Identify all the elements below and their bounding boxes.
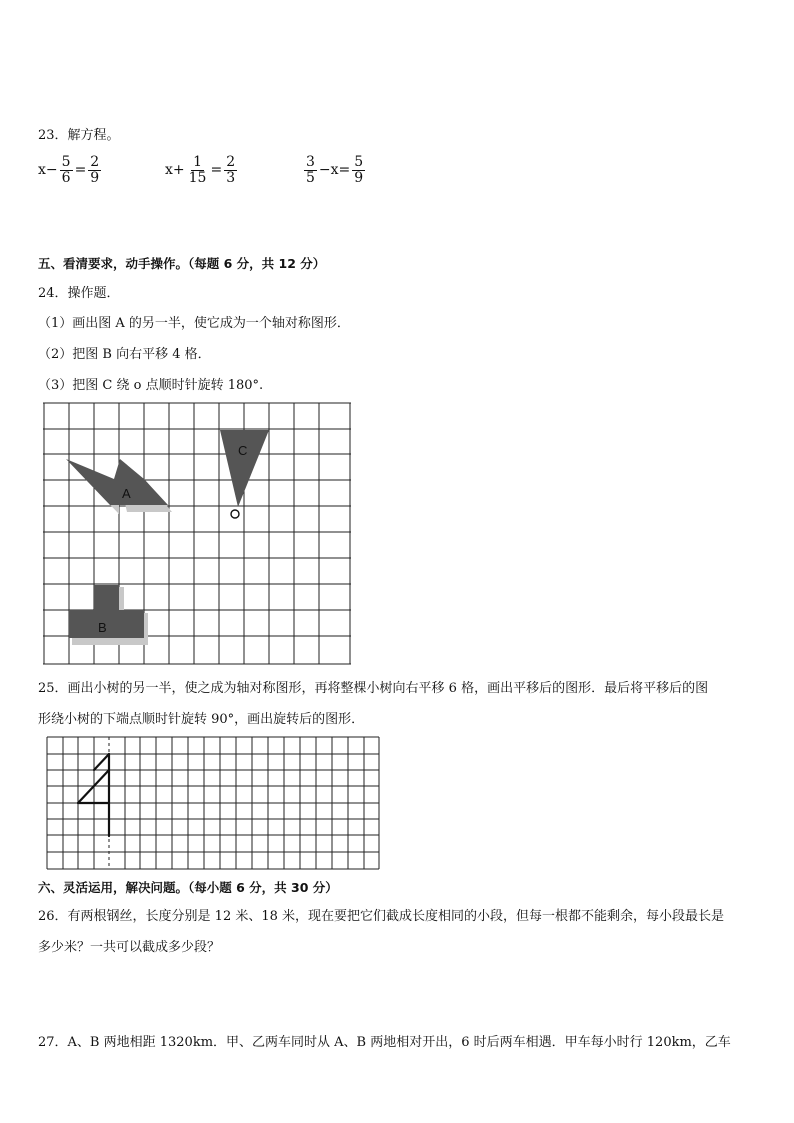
shape-a (66, 459, 168, 505)
eq3-middle: −x= (318, 162, 351, 178)
point-o (231, 510, 239, 518)
eq1-fraction-right (88, 155, 101, 186)
eq2-num1: 1 (193, 153, 203, 170)
shape-c-label: C (238, 443, 248, 458)
eq3-den2: 9 (354, 169, 364, 186)
eq3-num1: 3 (306, 153, 315, 170)
eq3-fraction-right (352, 155, 365, 186)
q26-line-1: 26．有两根钢丝，长度分别是 12 米、18 米，现在要把它们截成长度相同的小段，但每一根都不能剩余，每小段最长是 (38, 909, 725, 924)
eq2-fraction-left (187, 155, 209, 186)
eq1-den2: 9 (90, 169, 100, 186)
eq3-fraction-left (304, 155, 317, 186)
eq2-den1: 15 (188, 169, 207, 186)
section-6-heading: 六、灵活运用，解决问题。（每小题 6 分，共 30 分） (38, 880, 338, 895)
equation-2 (165, 150, 239, 190)
equation-1 (38, 150, 103, 190)
eq2-prefix: x+ (165, 162, 185, 178)
eq1-num2: 2 (90, 153, 100, 170)
eq1-equals: = (74, 162, 87, 178)
q24-item-2: （2）把图 B 向右平移 4 格． (38, 347, 211, 362)
eq3-den1: 5 (306, 169, 315, 186)
q26-line-2: 多少米？一共可以截成多少段？ (38, 940, 221, 955)
q25-line-1: 25．画出小树的另一半，使之成为轴对称图形，再将整棵小树向右平移 6 格，画出平移后的图形．最后将平移后的图 (38, 681, 709, 696)
q27-line-1: 27．A、B 两地相距 1320km．甲、乙两车同时从 A、B 两地相对开出，6 时后两车相遇．甲车每小时行 120km，乙车 (38, 1035, 731, 1050)
eq1-num1: 5 (61, 153, 71, 170)
q25-line-2: 形绕小树的下端点顺时针旋转 90°，画出旋转后的图形． (38, 712, 365, 727)
eq2-den2: 3 (226, 169, 236, 186)
eq1-fraction-left (60, 155, 73, 186)
q24-item-1: （1）画出图 A 的另一半，使它成为一个轴对称图形． (38, 316, 350, 331)
q24-title: 24．操作题． (38, 286, 120, 301)
eq2-num2: 2 (226, 153, 236, 170)
q24-item-3: （3）把图 C 绕 o 点顺时针旋转 180°. (38, 378, 264, 393)
q23-title: 23．解方程。 (38, 128, 120, 143)
q25-grid-figure (44, 734, 384, 874)
eq1-den1: 6 (61, 169, 71, 186)
eq2-equals: = (210, 162, 223, 178)
shape-b-top (94, 585, 119, 611)
eq1-prefix: x− (38, 162, 58, 178)
eq2-fraction-right (224, 155, 237, 186)
shape-b-label: B (98, 620, 107, 635)
shape-a-label: A (122, 486, 131, 501)
section-5-heading: 五、看清要求，动手操作。（每题 6 分，共 12 分） (38, 256, 326, 271)
eq3-num2: 5 (354, 153, 364, 170)
equation-3 (302, 150, 367, 190)
q24-grid-figure (40, 399, 360, 669)
